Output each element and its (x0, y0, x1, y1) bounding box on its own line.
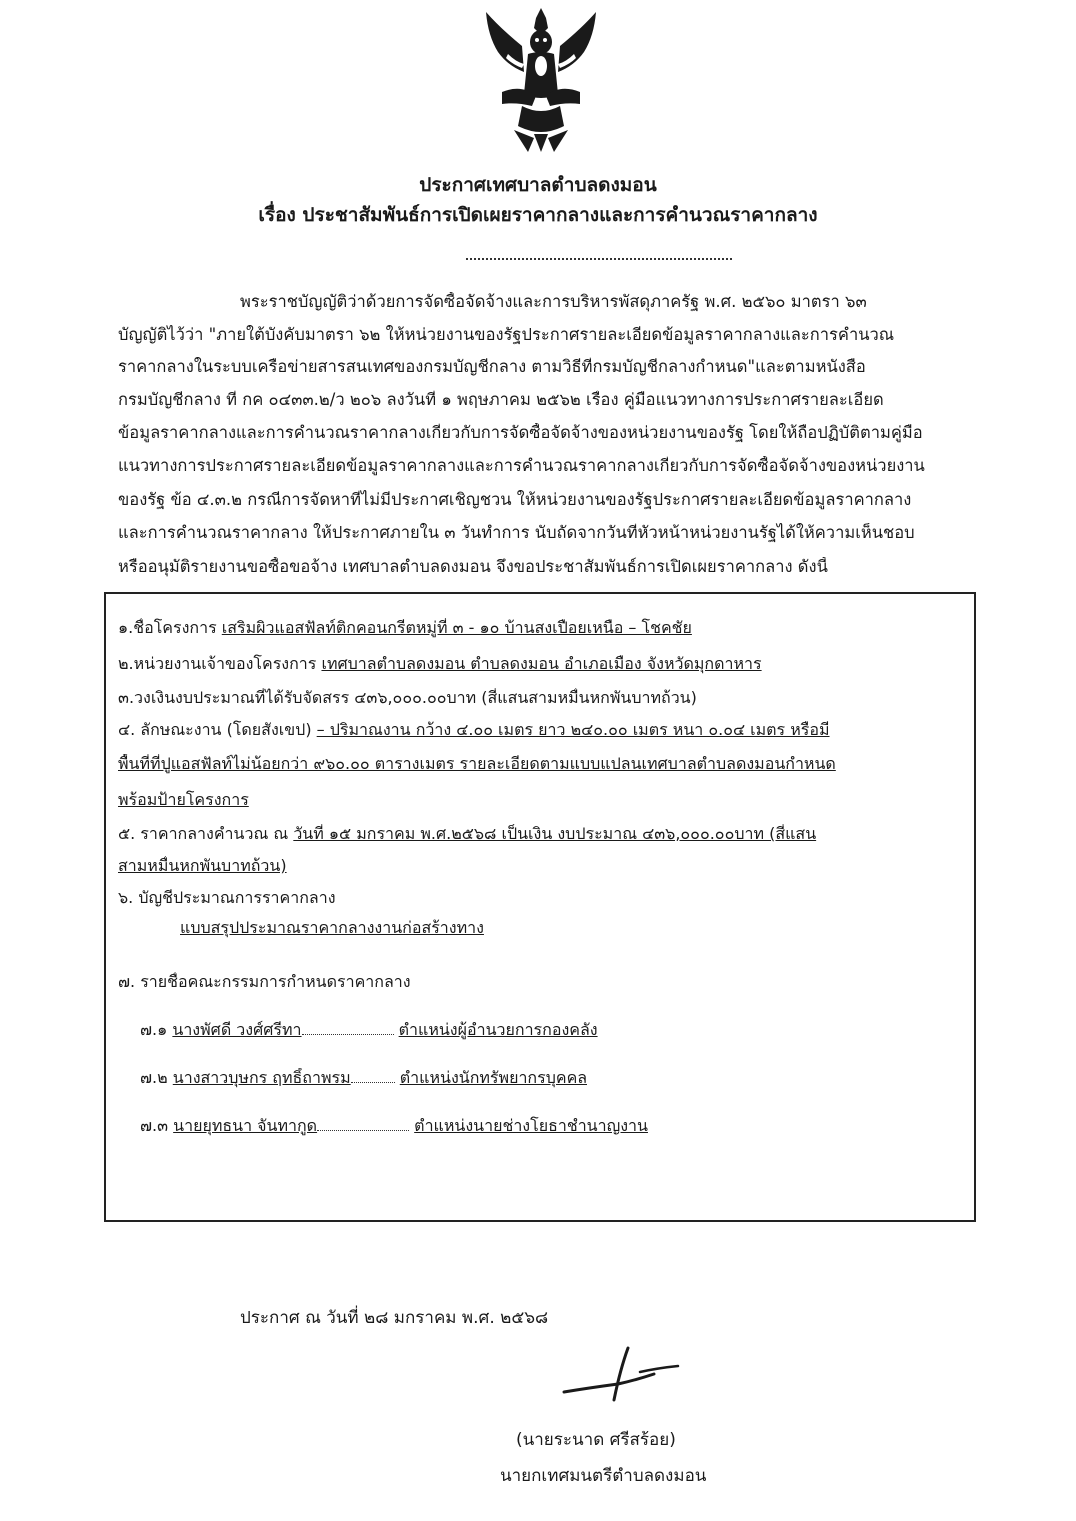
committee-member-2 (140, 1068, 587, 1088)
body-line-9: หรืออนุมัติรายงานขอซื้อขอจ้าง เทศบาลตำบลดงมอน จึงขอประชาสัมพันธ์การเปิดเผยราคากลาง ดังนี้ (118, 557, 828, 576)
dotted-leader (317, 1116, 409, 1131)
item-4-line-1: – ปริมาณงาน กว้าง ๔.๐๐ เมตร ยาว ๒๔๐.๐๐ เมตร หนา ๐.๐๔ เมตร หรือมี (316, 720, 830, 739)
item-6-value: แบบสรุปประมาณราคากลางงานก่อสร้างทาง (180, 918, 484, 937)
item-5-label: ๕. ราคากลางคำนวณ ณ (118, 824, 289, 843)
committee-position: ตำแหน่งนายช่างโยธาชำนาญงาน (414, 1116, 648, 1135)
item-2 (118, 654, 762, 674)
body-line-3: ราคากลางในระบบเครือข่ายสารสนเทศของกรมบัญชีกลาง ตามวิธีที่กรมบัญชีกลางกำหนด"และตามหนังสือ (118, 357, 866, 376)
garuda-emblem-icon (478, 6, 604, 154)
committee-num: ๗.๒ (140, 1068, 168, 1087)
document-subject: เรื่อง ประชาสัมพันธ์การเปิดเผยราคากลางและการคำนวณราคากลาง (258, 204, 818, 226)
committee-member-1 (140, 1020, 598, 1040)
item-1-label: ๑.ชื่อโครงการ (118, 618, 217, 637)
title-separator (466, 258, 732, 260)
body-line-8: และการคำนวณราคากลาง ให้ประกาศภายใน ๓ วันทำการ นับถัดจากวันที่หัวหน้าหน่วยงานรัฐได้ให้ความเห็นชอบ (118, 523, 915, 542)
committee-name: นางพัศดี วงศ์ศรีทา (172, 1020, 302, 1039)
body-line-5: ข้อมูลราคากลางและการคำนวณราคากลางเกี่ยวกับการจัดซื้อจัดจ้างของหน่วยงานของรัฐ โดยให้ถือปฏิบัติตามคู่มือ (118, 423, 923, 442)
item-4-line-3: พร้อมป้ายโครงการ (118, 790, 249, 809)
item-5-line-1: วันที่ ๑๕ มกราคม พ.ศ.๒๕๖๘ เป็นเงิน งบประมาณ ๔๓๖,๐๐๐.๐๐บาท (สี่แสน (293, 824, 817, 843)
item-2-label: ๒.หน่วยงานเจ้าของโครงการ (118, 654, 317, 673)
committee-position: ตำแหน่งนักทรัพยากรบุคคล (399, 1068, 588, 1087)
committee-name: นางสาวบุษกร ฤทธิ์ถาพรม (172, 1068, 351, 1087)
project-owner: เทศบาลตำบลดงมอน ตำบลดงมอน อำเภอเมือง จังหวัดมุกดาหาร (321, 654, 762, 673)
committee-num: ๗.๓ (140, 1116, 169, 1135)
dotted-leader (351, 1068, 395, 1083)
item-7-label: ๗. รายชื่อคณะกรรมการกำหนดราคากลาง (118, 972, 411, 991)
document-title: ประกาศเทศบาลตำบลดงมอน (419, 174, 657, 196)
item-6-label: ๖. บัญชีประมาณการราคากลาง (118, 888, 336, 907)
body-line-7: ของรัฐ ข้อ ๔.๓.๒ กรณีการจัดหาที่ไม่มีประกาศเชิญชวน ให้หน่วยงานของรัฐประกาศรายละเอียดข้อมูลราคากลาง (118, 490, 912, 509)
item-3: ๓.วงเงินงบประมาณที่ได้รับจัดสรร ๔๓๖,๐๐๐.๐๐บาท (สี่แสนสามหมื่นหกพันบาทถ้วน) (118, 688, 697, 707)
body-line-1: พระราชบัญญัติว่าด้วยการจัดซื้อจัดจ้างและการบริหารพัสดุภาครัฐ พ.ศ. ๒๕๖๐ มาตรา ๖๓ (240, 292, 867, 311)
item-5 (118, 824, 966, 844)
item-4-label: ๔. ลักษณะงาน (โดยสังเขป) (118, 720, 312, 739)
item-5-line-2: สามหมื่นหกพันบาทถ้วน) (118, 856, 287, 875)
item-4-line-2: พื้นที่ที่ปูแอสฟัลท์ไม่น้อยกว่า ๙๖๐.๐๐ ตารางเมตร รายละเอียดตามแบบแปลนเทศบาลตำบลดงมอนกำหนด (118, 754, 836, 773)
committee-name: นายยุทธนา จันทากูด (173, 1116, 318, 1135)
committee-member-3 (140, 1116, 648, 1136)
body-line-6: แนวทางการประกาศรายละเอียดข้อมูลราคากลางและการคำนวณราคากลางเกี่ยวกับการจัดซื้อจัดจ้างของหน่วยงาน (118, 456, 925, 475)
item-4 (118, 720, 966, 740)
body-line-4: กรมบัญชีกลาง ที่ กค ๐๔๓๓.๒/ว ๒๐๖ ลงวันที่ ๑ พฤษภาคม ๒๕๖๒ เรื่อง คู่มือแนวทางการประกาศรายละเอียด (118, 390, 884, 409)
signer-title: นายกเทศมนตรีตำบลดงมอน (500, 1466, 707, 1486)
committee-position: ตำแหน่งผู้อำนวยการกองคลัง (398, 1020, 598, 1039)
signer-name: (นายระนาด ศรีสร้อย) (516, 1430, 676, 1450)
body-line-2: บัญญัติไว้ว่า "ภายใต้บังคับมาตรา ๖๒ ให้หน่วยงานของรัฐประกาศรายละเอียดข้อมูลราคากลางและการคำนวณ (118, 325, 895, 344)
announce-date: ประกาศ ณ วันที่ ๒๘ มกราคม พ.ศ. ๒๕๖๘ (240, 1308, 549, 1328)
committee-num: ๗.๑ (140, 1020, 168, 1039)
signature-icon (558, 1346, 688, 1406)
project-name: เสริมผิวแอสฟัลท์ติกคอนกรีตหมู่ที่ ๓ - ๑๐ บ้านสงเปือยเหนือ – โชคชัย (221, 618, 692, 637)
dotted-leader (302, 1020, 394, 1035)
item-1 (118, 618, 692, 638)
